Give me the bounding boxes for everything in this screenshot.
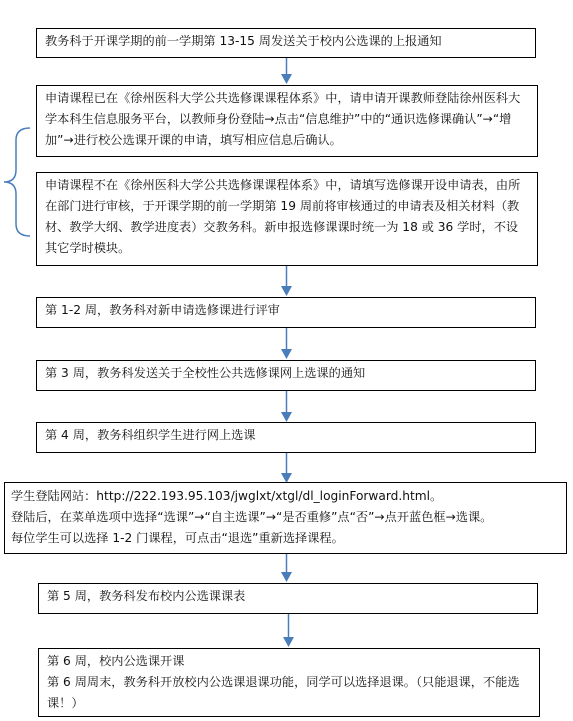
course-limit-text: 每位学生可以选择 1-2 门课程，可点击“退选”重新选择课程。 <box>11 531 344 545</box>
login-url-text: 学生登陆网站：http://222.193.95.103/jwglxt/xtgl/dl_loginForward.html。 <box>11 489 443 503</box>
arrow-down-icon <box>281 58 292 84</box>
arrow-down-icon <box>281 328 292 359</box>
timetable-text: 第 5 周，教务科发布校内公选课课表 <box>47 589 246 603</box>
login-steps-text: 登陆后，在菜单选项中选择“选课”→“自主选课”→“是否重修”点“否”→点开蓝色框→选课。 <box>11 510 493 524</box>
selection-notice-box <box>36 360 536 391</box>
online-selection-box <box>36 422 536 453</box>
arrow-down-icon <box>281 391 292 422</box>
arrow-down-icon <box>281 266 292 296</box>
withdraw-text: 第 6 周周末，教务科开放校内公选课退课功能，同学可以选择退课。（只能退课，不能选课！） <box>47 675 520 710</box>
existing-course-text: 申请课程已在《徐州医科大学公共选修课课程体系》中，请申请开课教师登陆徐州医科大学本科生信息服务平台，以教师身份登陆→点击“信息维护”中的“通识选修课确认”→“增加”→进行校公选课开课的申请，填写相应信息后确认。 <box>45 91 521 147</box>
review-box <box>36 297 536 328</box>
arrow-down-icon <box>283 614 294 647</box>
existing-course-box <box>36 85 538 157</box>
login-instructions-box <box>4 482 567 554</box>
step-notice-box <box>36 28 536 58</box>
selection-notice-text: 第 3 周，教务科发送关于全校性公共选修课网上选课的通知 <box>45 366 366 380</box>
left-brace-icon <box>2 126 32 238</box>
review-text: 第 1-2 周，教务科对新申请选修课进行评审 <box>45 303 280 317</box>
course-start-box <box>38 648 540 717</box>
timetable-box <box>38 583 538 614</box>
new-course-text: 申请课程不在《徐州医科大学公共选修课课程体系》中，请填写选修课开设申请表，由所在部门进行审核，于开课学期的前一学期第 19 周前将审核通过的申请表及相关材料（教材、教学大纲、教学进度表）交教务科。新申报选修课课时统一为 18 或 36 学时，不设其它学时模块。 <box>45 178 521 255</box>
course-start-text: 第 6 周，校内公选课开课 <box>47 654 185 668</box>
new-course-box <box>36 172 538 266</box>
step-notice-text: 教务科于开课学期的前一学期第 13-15 周发送关于校内公选课的上报通知 <box>45 34 442 48</box>
arrow-down-icon <box>281 554 292 582</box>
arrow-down-icon <box>281 453 292 483</box>
online-selection-text: 第 4 周，教务科组织学生进行网上选课 <box>45 428 256 442</box>
